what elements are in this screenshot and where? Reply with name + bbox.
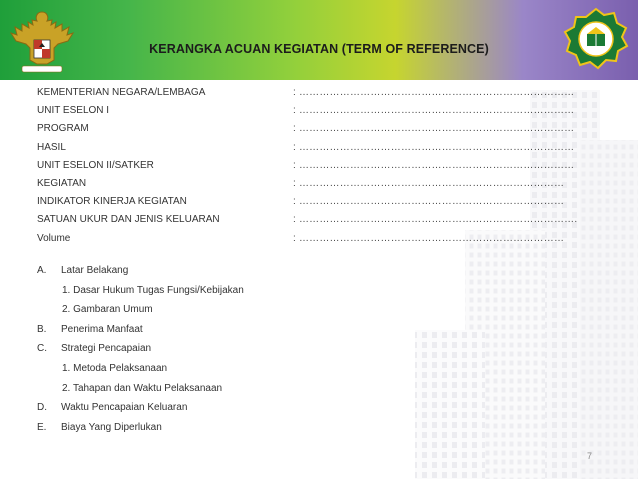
field-value: : ………………………………………………………………………	[293, 123, 575, 135]
outline-subtext: 2. Tahapan dan Waktu Pelaksanaan	[62, 382, 223, 394]
outline-text: Penerima Manfaat	[61, 323, 143, 335]
field-value: : ……………………………………………………………………….	[293, 214, 578, 226]
outline-item	[37, 262, 377, 282]
field-label: SATUAN UKUR DAN JENIS KELUARAN	[37, 214, 220, 226]
outline-letter: D.	[37, 402, 47, 414]
outline-list	[37, 262, 377, 438]
field-row	[37, 193, 597, 211]
field-label: UNIT ESELON II/SATKER	[37, 159, 154, 171]
field-row	[37, 120, 597, 138]
field-row	[37, 211, 597, 229]
field-row	[37, 175, 597, 193]
outline-letter: B.	[37, 323, 47, 335]
ministry-emblem-icon	[560, 6, 632, 76]
field-label: Volume	[37, 232, 71, 244]
field-label: PROGRAM	[37, 123, 89, 135]
outline-text: Biaya Yang Diperlukan	[61, 421, 162, 433]
field-row	[37, 157, 597, 175]
header-banner	[0, 0, 638, 80]
field-row	[37, 102, 597, 120]
outline-text: Strategi Pencapaian	[61, 343, 152, 355]
field-value: : ………………………………………………………………………	[293, 105, 575, 117]
garuda-emblem-icon	[6, 4, 78, 76]
field-label: INDIKATOR KINERJA KEGIATAN	[37, 196, 187, 208]
outline-letter: A.	[37, 265, 47, 276]
field-label: KEMENTERIAN NEGARA/LEMBAGA	[37, 87, 206, 98]
outline-item	[37, 340, 377, 360]
field-row	[37, 230, 597, 248]
field-label: UNIT ESELON I	[37, 105, 110, 117]
field-label: HASIL	[37, 141, 66, 153]
field-row	[37, 139, 597, 157]
outline-text: Waktu Pencapaian Keluaran	[61, 402, 188, 414]
outline-text: Latar Belakang	[61, 265, 129, 276]
outline-subitem	[37, 360, 377, 380]
outline-item	[37, 321, 377, 341]
outline-item	[37, 399, 377, 419]
outline-subtext: 1. Dasar Hukum Tugas Fungsi/Kebijakan	[62, 284, 244, 296]
outline-letter: C.	[37, 343, 47, 355]
field-label: KEGIATAN	[37, 177, 87, 189]
field-value: : ……………………………………………………………………	[293, 177, 565, 189]
field-value: : ………………………………………………………………………	[293, 141, 575, 153]
outline-subitem	[37, 301, 377, 321]
identity-fields	[37, 84, 597, 248]
field-row	[37, 84, 597, 102]
outline-item	[37, 419, 377, 439]
page-number: 7	[587, 451, 593, 461]
outline-letter: E.	[37, 421, 47, 433]
page-title: KERANGKA ACUAN KEGIATAN (TERM OF REFERENCE)	[149, 42, 489, 56]
outline-subtext: 2. Gambaran Umum	[62, 304, 153, 316]
field-value: : ……………………………………………………………………	[293, 196, 565, 208]
field-value: : ……………………………………………………………………	[293, 232, 565, 244]
outline-subtext: 1. Metoda Pelaksanaan	[62, 362, 168, 374]
outline-subitem	[37, 380, 377, 400]
outline-subitem	[37, 282, 377, 302]
field-value: : ………………………………………………………………………	[293, 87, 575, 98]
field-value: : ………………………………………………………………………	[293, 159, 575, 171]
